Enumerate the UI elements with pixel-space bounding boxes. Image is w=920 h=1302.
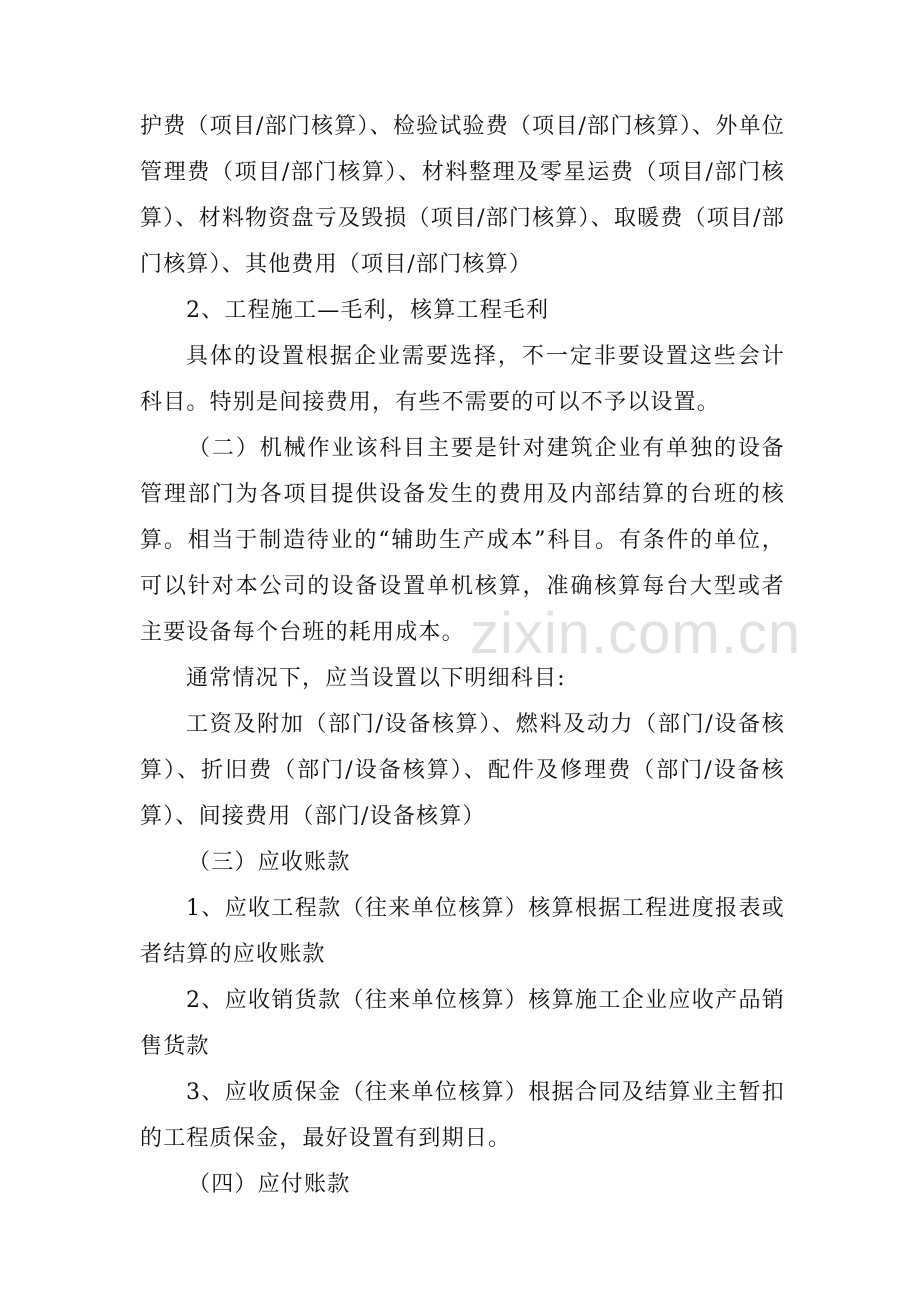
heading-accounts-receivable: （三）应收账款 (188, 850, 351, 875)
paragraph-setup-note: 具体的设置根据企业需要选择，不一定非要设置这些会计科目。特别是间接费用，有些不需要的可以不予以设置。 (140, 344, 785, 415)
heading-accounts-payable: （四）应付账款 (188, 1172, 351, 1197)
paragraph-fee-list-continued: 护费（项目/部门核算）、检验试验费（项目/部门核算）、外单位管理费（项目/部门核算）、材料整理及零星运费（项目/部门核算）、材料物资盘亏及毁损（项目/部门核算）、取暖费（项目/部门核算）、其他费用（项目/部门核算） (140, 114, 785, 277)
paragraph-detail-accounts-list: 工资及附加（部门/设备核算）、燃料及动力（部门/设备核算）、折旧费（部门/设备核算）、配件及修理费（部门/设备核算）、间接费用（部门/设备核算） (140, 712, 785, 829)
paragraph-machinery-operation: （二）机械作业该科目主要是针对建筑企业有单独的设备管理部门为各项目提供设备发生的费用及内部结算的台班的核算。相当于制造待业的“辅助生产成本”科目。有条件的单位，可以针对本公司的设备设置单机核算，准确核算每台大型或者主要设备每个台班的耗用成本。 (140, 436, 785, 645)
site-watermark: zixin.com.cn (470, 601, 802, 666)
paragraph-receivable-project: 1、应收工程款（往来单位核算）核算根据工程进度报表或者结算的应收账款 (140, 896, 785, 967)
paragraph-detail-accounts-intro: 通常情况下，应当设置以下明细科目: (186, 666, 566, 691)
paragraph-receivable-retention: 3、应收质保金（往来单位核算）根据合同及结算业主暂扣的工程质保金，最好设置有到期日。 (140, 1080, 785, 1151)
document-body (140, 104, 785, 1208)
paragraph-gross-profit: 2、工程施工—毛利，核算工程毛利 (186, 298, 550, 323)
paragraph-receivable-sales: 2、应收销货款（往来单位核算）核算施工企业应收产品销售货款 (140, 988, 785, 1059)
